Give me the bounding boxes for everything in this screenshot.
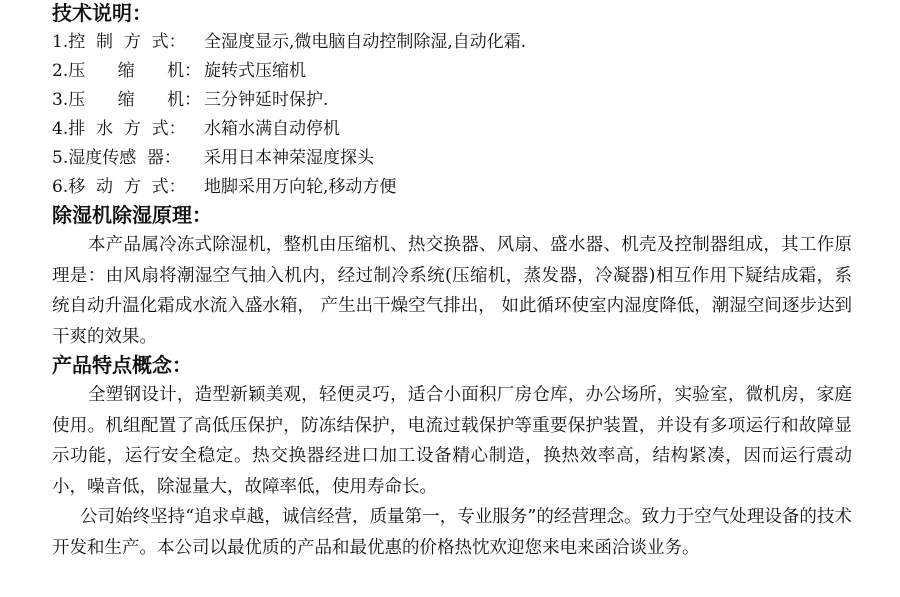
spec-item bbox=[52, 173, 852, 202]
spec-label: 4.排 水 方 式： bbox=[52, 119, 186, 139]
principle-paragraph: 本产品属冷冻式除湿机，整机由压缩机、热交换器、风扇、盛水器、机壳及控制器组成，其工作原理是：由风扇将潮湿空气抽入机内，经过制冷系统(压缩机，蒸发器，冷凝器)相互作用下疑结成霜，系统自动升温化霜成水流入盛水箱， 产生出干燥空气排出， 如此循环使室内湿度降低，潮湿空间逐步达到干爽的效果。 bbox=[52, 235, 852, 347]
spec-item bbox=[52, 86, 852, 115]
features-paragraph: 全塑钢设计，造型新颖美观，轻便灵巧，适合小面积厂房仓库，办公场所，实验室，微机房，家庭使用。机组配置了高低压保护，防冻结保护，电流过载保护等重要保护装置，并设有多项运行和故障显示功能，运行安全稳定。热交换器经进口加工设备精心制造，换热效率高，结构紧凑，因而运行震动小，噪音低，除湿量大，故障率低，使用寿命长。 bbox=[52, 385, 852, 497]
spec-value: 采用日本神荣湿度探头 bbox=[204, 148, 374, 168]
spec-value: 水箱水满自动停机 bbox=[204, 119, 340, 139]
spec-value: 旋转式压缩机 bbox=[204, 61, 306, 81]
spec-label: 1.控 制 方 式： bbox=[52, 32, 186, 52]
spec-item bbox=[52, 28, 852, 57]
spec-label: 2.压 缩 机： bbox=[52, 61, 202, 81]
spec-item bbox=[52, 57, 852, 86]
company-paragraph: 公司始终坚持“追求卓越，诚信经营，质量第一，专业服务”的经营理念。致力于空气处理设备的技术开发和生产。本公司以最优质的产品和最优惠的价格热忱欢迎您来电来函洽谈业务。 bbox=[52, 507, 852, 558]
spec-item bbox=[52, 144, 852, 173]
spec-label: 6.移 动 方 式： bbox=[52, 177, 186, 197]
spec-value: 地脚采用万向轮,移动方便 bbox=[204, 177, 397, 197]
spec-value: 三分钟延时保护. bbox=[204, 90, 329, 110]
document-body bbox=[52, 0, 852, 563]
specs-heading: 技术说明： bbox=[52, 1, 152, 25]
spec-list bbox=[52, 28, 852, 202]
features-heading: 产品特点概念： bbox=[52, 353, 192, 377]
spec-value: 全湿度显示,微电脑自动控制除湿,自动化霜. bbox=[204, 32, 527, 52]
spec-label: 5.湿度传感 器： bbox=[52, 148, 182, 168]
principle-heading: 除湿机除湿原理： bbox=[52, 203, 212, 227]
spec-label: 3.压 缩 机： bbox=[52, 90, 202, 110]
spec-item bbox=[52, 115, 852, 144]
